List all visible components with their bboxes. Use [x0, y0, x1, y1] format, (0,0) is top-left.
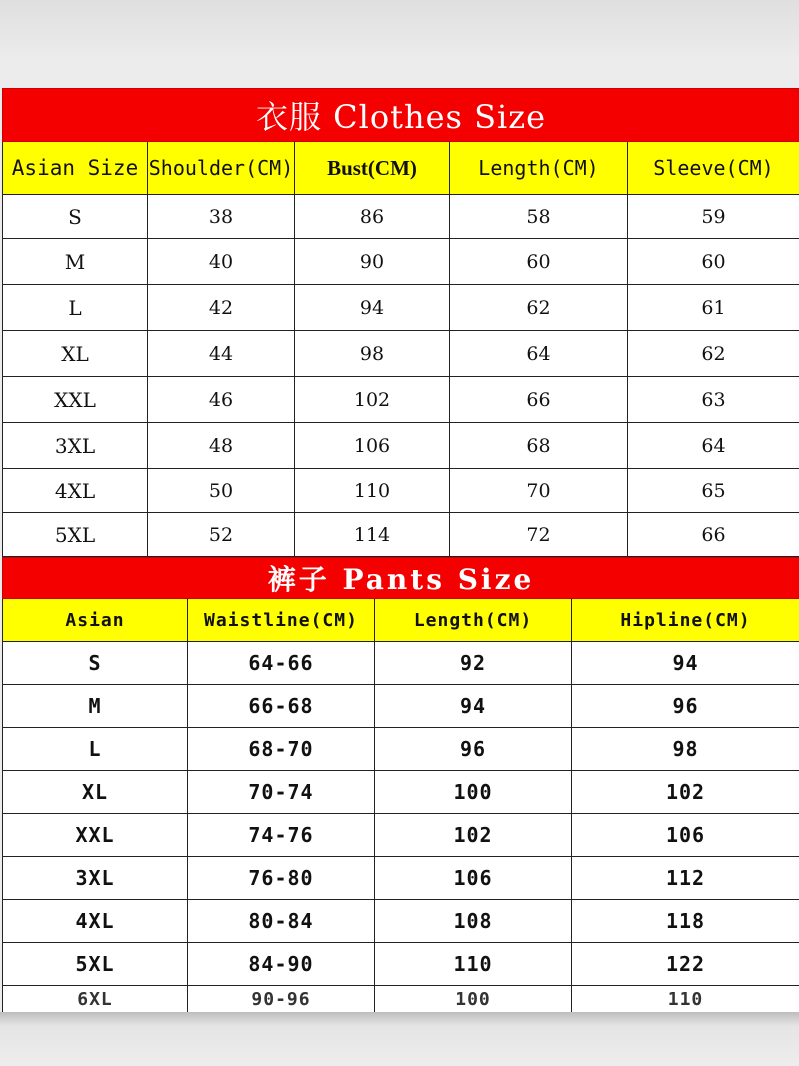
length-cell: 92 [375, 642, 572, 685]
length-cell: 72 [450, 513, 628, 557]
table-row [3, 377, 799, 423]
length-cell: 60 [450, 239, 628, 285]
table-row [3, 728, 799, 771]
sleeve-cell: 64 [628, 423, 799, 469]
length-cell: 58 [450, 195, 628, 239]
size-cell-text: 6XL [77, 989, 113, 1008]
pants-header-asian: Asian [3, 599, 188, 642]
length-cell: 66 [450, 377, 628, 423]
table-row [3, 685, 799, 728]
hipline-cell: 98 [572, 728, 799, 771]
table-row [3, 513, 799, 557]
table-row [3, 331, 799, 377]
length-cell: 100 [375, 771, 572, 814]
size-cell: 3XL [3, 423, 148, 469]
clothes-header-bust: Bust(CM) [295, 142, 450, 195]
table-row [3, 642, 799, 685]
bust-cell: 98 [295, 331, 450, 377]
clothes-size-table [2, 88, 799, 557]
clothes-header-sleeve: Sleeve(CM) [628, 142, 799, 195]
table-row [3, 469, 799, 513]
table-row [3, 900, 799, 943]
bust-cell: 94 [295, 285, 450, 331]
bust-cell: 90 [295, 239, 450, 285]
sleeve-cell: 59 [628, 195, 799, 239]
waistline-cell: 74-76 [188, 814, 375, 857]
hipline-cell: 122 [572, 943, 799, 986]
size-cell: M [3, 239, 148, 285]
bust-cell: 106 [295, 423, 450, 469]
pants-title-row [3, 558, 799, 599]
clothes-title: 衣服 Clothes Size [3, 89, 799, 142]
size-cell: XL [3, 331, 148, 377]
sleeve-cell: 61 [628, 285, 799, 331]
waistline-cell-text: 90-96 [251, 989, 311, 1008]
table-row [3, 814, 799, 857]
waistline-cell: 68-70 [188, 728, 375, 771]
length-cell: 102 [375, 814, 572, 857]
shoulder-cell: 42 [148, 285, 295, 331]
size-cell: XXL [3, 814, 188, 857]
table-row [3, 857, 799, 900]
size-cell: XXL [3, 377, 148, 423]
waistline-cell: 84-90 [188, 943, 375, 986]
waistline-cell: 76-80 [188, 857, 375, 900]
waistline-cell: 64-66 [188, 642, 375, 685]
size-cell: 5XL [3, 513, 148, 557]
shoulder-cell: 44 [148, 331, 295, 377]
table-row [3, 239, 799, 285]
length-cell: 68 [450, 423, 628, 469]
hipline-cell: 106 [572, 814, 799, 857]
sleeve-cell: 66 [628, 513, 799, 557]
length-cell-text: 100 [455, 989, 491, 1008]
hipline-cell-text: 110 [667, 989, 704, 1008]
shoulder-cell: 46 [148, 377, 295, 423]
length-cell: 62 [450, 285, 628, 331]
length-cell: 96 [375, 728, 572, 771]
size-cell: 4XL [3, 900, 188, 943]
length-cell: 94 [375, 685, 572, 728]
hipline-cell: 112 [572, 857, 799, 900]
table-row [3, 285, 799, 331]
size-cell: L [3, 728, 188, 771]
sleeve-cell: 60 [628, 239, 799, 285]
shoulder-cell: 40 [148, 239, 295, 285]
bust-cell: 110 [295, 469, 450, 513]
page-bottom-edge [0, 1012, 799, 1066]
clothes-header-row [3, 142, 799, 195]
shoulder-cell: 52 [148, 513, 295, 557]
hipline-cell: 102 [572, 771, 799, 814]
waistline-cell: 80-84 [188, 900, 375, 943]
size-cell: S [3, 195, 148, 239]
length-cell: 64 [450, 331, 628, 377]
sleeve-cell: 63 [628, 377, 799, 423]
table-row [3, 943, 799, 986]
table-row [3, 771, 799, 814]
size-cell: L [3, 285, 148, 331]
length-cell: 110 [375, 943, 572, 986]
length-cell: 108 [375, 900, 572, 943]
clothes-title-row [3, 89, 799, 142]
table-row [3, 423, 799, 469]
table-row [3, 195, 799, 239]
sleeve-cell: 65 [628, 469, 799, 513]
sleeve-cell: 62 [628, 331, 799, 377]
pants-header-hipline: Hipline(CM) [572, 599, 799, 642]
hipline-cell: 94 [572, 642, 799, 685]
size-chart-sheet [2, 88, 799, 1019]
size-cell: XL [3, 771, 188, 814]
pants-header-waistline: Waistline(CM) [188, 599, 375, 642]
size-cell: 4XL [3, 469, 148, 513]
shoulder-cell: 48 [148, 423, 295, 469]
waistline-cell: 70-74 [188, 771, 375, 814]
shoulder-cell: 50 [148, 469, 295, 513]
size-cell: M [3, 685, 188, 728]
pants-header-length: Length(CM) [375, 599, 572, 642]
clothes-header-shoulder: Shoulder(CM) [148, 142, 295, 195]
pants-header-row [3, 599, 799, 642]
size-cell: 5XL [3, 943, 188, 986]
pants-size-table [2, 557, 799, 1019]
pants-title: 裤子 Pants Size [3, 558, 799, 599]
shoulder-cell: 38 [148, 195, 295, 239]
bust-cell: 102 [295, 377, 450, 423]
length-cell: 70 [450, 469, 628, 513]
hipline-cell: 118 [572, 900, 799, 943]
waistline-cell: 66-68 [188, 685, 375, 728]
size-cell: S [3, 642, 188, 685]
size-cell: 3XL [3, 857, 188, 900]
clothes-header-length: Length(CM) [450, 142, 628, 195]
hipline-cell: 96 [572, 685, 799, 728]
clothes-header-asian-size: Asian Size [3, 142, 148, 195]
bust-cell: 114 [295, 513, 450, 557]
length-cell: 106 [375, 857, 572, 900]
bust-cell: 86 [295, 195, 450, 239]
